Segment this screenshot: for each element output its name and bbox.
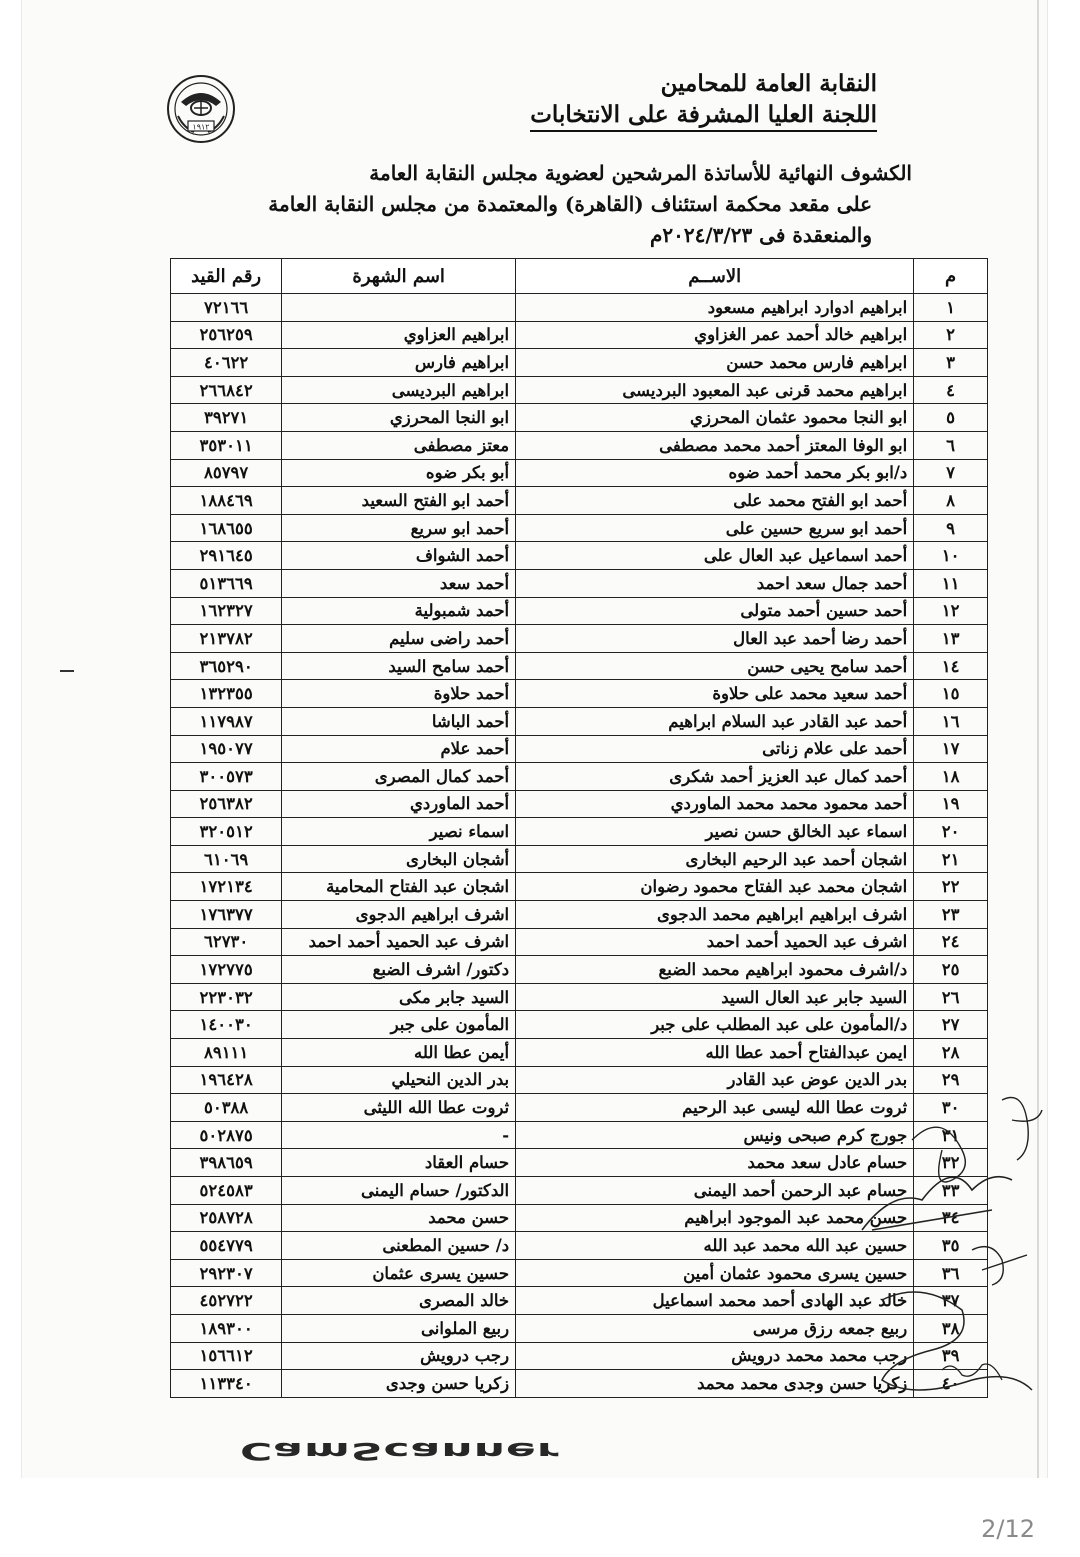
registration-number: ٥٠٣٨٨ [171, 1094, 282, 1122]
registration-number: ٨٥٧٩٧ [171, 459, 282, 487]
letterhead [530, 70, 877, 132]
registration-number: ٢٥٦٢٥٩ [171, 321, 282, 349]
candidate-name: أحمد اسماعيل عبد العال على [516, 542, 914, 570]
candidate-name: أحمد محمود محمد محمد الماوردي [516, 790, 914, 818]
registration-number: ١١٣٣٤٠ [171, 1370, 282, 1398]
row-number: ١٦ [914, 707, 988, 735]
table-row [171, 956, 988, 984]
candidate-name: السيد جابر عبد العال السيد [516, 983, 914, 1011]
registration-number: ٣٩٨٦٥٩ [171, 1149, 282, 1177]
candidate-nickname: اشرف ابراهيم الدجوى [282, 901, 516, 929]
candidate-name: ابراهيم محمد قرنى عبد المعبود البرديسى [516, 376, 914, 404]
table-row [171, 928, 988, 956]
candidate-nickname: بدر الدين النحيلي [282, 1066, 516, 1094]
candidate-nickname: ابراهيم فارس [282, 349, 516, 377]
registration-number: ١٣٢٣٥٥ [171, 680, 282, 708]
registration-number: ١٧٢٧٧٥ [171, 956, 282, 984]
candidate-name: أحمد عبد القادر عبد السلام ابراهيم [516, 707, 914, 735]
candidate-nickname: أحمد الباشا [282, 707, 516, 735]
row-number: ٢١ [914, 845, 988, 873]
row-number: ٢٠ [914, 818, 988, 846]
candidate-nickname: اشرف عبد الحميد أحمد احمد [282, 928, 516, 956]
table-row [171, 818, 988, 846]
registration-number: ١٤٠٠٣٠ [171, 1011, 282, 1039]
row-number: ٢٢ [914, 873, 988, 901]
table-row [171, 735, 988, 763]
row-number: ٧ [914, 459, 988, 487]
row-number: ٣٣ [914, 1177, 988, 1205]
title-line-1: الكشوف النهائية للأساتذة المرشحين لعضوية مجلس النقابة العامة [369, 161, 912, 185]
table-header-row [171, 259, 988, 294]
candidate-name: اسماء عبد الخالق حسن نصير [516, 818, 914, 846]
candidate-name: حسن محمد عبد الموجود ابراهيم [516, 1204, 914, 1232]
table-row [171, 431, 988, 459]
candidate-nickname: حسام العقاد [282, 1149, 516, 1177]
col-nickname-header: اسم الشهرة [282, 259, 516, 294]
registration-number: ٨٩١١١ [171, 1039, 282, 1067]
registration-number: ١٦٢٣٢٧ [171, 597, 282, 625]
col-number-header: م [914, 259, 988, 294]
registration-number: ١٧٢١٣٤ [171, 873, 282, 901]
scanned-page [22, 0, 1047, 1478]
candidate-name: د/ابو بكر محمد أحمد ضوه [516, 459, 914, 487]
registration-number: ٤٠٦٢٢ [171, 349, 282, 377]
table-row [171, 459, 988, 487]
margin-mark [60, 670, 74, 672]
table-row [171, 514, 988, 542]
registration-number: ٢٥٨٧٢٨ [171, 1204, 282, 1232]
registration-number: ١٩٥٠٧٧ [171, 735, 282, 763]
table-row [171, 487, 988, 515]
row-number: ٥ [914, 404, 988, 432]
scanner-watermark-text: CamScanner [240, 1436, 560, 1465]
candidate-name: حسام عبد الرحمن أحمد اليمنى [516, 1177, 914, 1205]
candidate-nickname: أحمد الشواف [282, 542, 516, 570]
table-row [171, 349, 988, 377]
row-number: ٢٤ [914, 928, 988, 956]
candidate-name: أحمد كمال عبد العزيز أحمد شكرى [516, 763, 914, 791]
table-row [171, 790, 988, 818]
registration-number: ٣٥٣٠١١ [171, 431, 282, 459]
table-row [171, 376, 988, 404]
table-row [171, 707, 988, 735]
registration-number: ٦١٠٦٩ [171, 845, 282, 873]
organization-name: النقابة العامة للمحامين [660, 70, 877, 97]
title-line-2: على مقعد محكمة استئناف (القاهرة) والمعتمدة من مجلس النقابة العامة [268, 192, 872, 216]
candidate-nickname: زكريا حسن وجدى [282, 1370, 516, 1398]
candidate-nickname: خالد المصرى [282, 1287, 516, 1315]
row-number: ١ [914, 294, 988, 322]
candidate-nickname: معتز مصطفى [282, 431, 516, 459]
candidate-name: جورج كرم صبحى ونيس [516, 1121, 914, 1149]
candidate-name: رجب محمد محمد درويش [516, 1342, 914, 1370]
row-number: ١٧ [914, 735, 988, 763]
candidate-nickname: أحمد ابو سريع [282, 514, 516, 542]
table-row [171, 983, 988, 1011]
table-row [171, 321, 988, 349]
table-row [171, 845, 988, 873]
candidate-nickname: ابراهيم البرديسى [282, 376, 516, 404]
candidate-nickname: أحمد علام [282, 735, 516, 763]
candidate-nickname: أحمد كمال المصرى [282, 763, 516, 791]
candidate-name: ايمن عبدالفتاح أحمد عطا الله [516, 1039, 914, 1067]
table-row [171, 901, 988, 929]
candidate-nickname: دكتور/ اشرف الضبع [282, 956, 516, 984]
table-row [171, 1011, 988, 1039]
syndicate-seal-logo [164, 72, 238, 146]
candidate-nickname: أحمد سعد [282, 569, 516, 597]
row-number: ٣٦ [914, 1259, 988, 1287]
candidate-name: خالد عبد الهادى أحمد محمد اسماعيل [516, 1287, 914, 1315]
candidate-nickname: الدكتور/ حسام اليمنى [282, 1177, 516, 1205]
candidate-nickname: أحمد حلاوة [282, 680, 516, 708]
candidate-nickname: ثروت عطا الله الليثى [282, 1094, 516, 1122]
table-row [171, 1039, 988, 1067]
row-number: ١٠ [914, 542, 988, 570]
registration-number: ٤٥٢٧٢٢ [171, 1287, 282, 1315]
registration-number: ٢٩٢٣٠٧ [171, 1259, 282, 1287]
candidate-nickname: أحمد الماوردي [282, 790, 516, 818]
candidate-name: زكريا حسن وجدى محمد محمد [516, 1370, 914, 1398]
row-number: ٢٦ [914, 983, 988, 1011]
table-row [171, 294, 988, 322]
table-row [171, 680, 988, 708]
table-row [171, 569, 988, 597]
row-number: ٨ [914, 487, 988, 515]
registration-number: ١٨٨٤٦٩ [171, 487, 282, 515]
registration-number: ٢٩١٦٤٥ [171, 542, 282, 570]
registration-number: ١١٧٩٨٧ [171, 707, 282, 735]
candidate-nickname: حسين يسرى عثمان [282, 1259, 516, 1287]
candidate-nickname: د/ حسين المطعنى [282, 1232, 516, 1260]
candidate-name: ابراهيم فارس محمد حسن [516, 349, 914, 377]
page-indicator: 2/12 [981, 1515, 1035, 1543]
registration-number: ٥١٣٦٦٩ [171, 569, 282, 597]
candidate-name: حسين يسرى محمود عثمان أمين [516, 1259, 914, 1287]
candidate-name: ثروت عطا الله ليسى عبد الرحيم [516, 1094, 914, 1122]
registration-number: ٣٩٢٧١ [171, 404, 282, 432]
candidate-name: ابو النجا محمود عثمان المحرزي [516, 404, 914, 432]
registration-number: ٣٠٠٥٧٣ [171, 763, 282, 791]
candidate-nickname: ربيع الملوانى [282, 1314, 516, 1342]
candidate-name: أحمد سعيد محمد على حلاوة [516, 680, 914, 708]
candidate-name: ابراهيم خالد أحمد عمر الغزاوي [516, 321, 914, 349]
candidate-nickname: أحمد راضى سليم [282, 625, 516, 653]
registration-number: ٥٠٢٨٧٥ [171, 1121, 282, 1149]
table-row [171, 597, 988, 625]
registration-number: ٣٦٥٢٩٠ [171, 652, 282, 680]
table-row [171, 625, 988, 653]
candidate-nickname: اشجان عبد الفتاح المحامية [282, 873, 516, 901]
registration-number: ٦٢٧٣٠ [171, 928, 282, 956]
registration-number: ١٧٦٣٧٧ [171, 901, 282, 929]
candidate-nickname: السيد جابر مكى [282, 983, 516, 1011]
row-number: ١٢ [914, 597, 988, 625]
registration-number: ٢١٣٧٨٢ [171, 625, 282, 653]
row-number: ٣٨ [914, 1314, 988, 1342]
row-number: ٦ [914, 431, 988, 459]
registration-number: ٢٥٦٣٨٢ [171, 790, 282, 818]
handwritten-signatures [852, 1080, 1047, 1440]
candidate-nickname: حسن محمد [282, 1204, 516, 1232]
candidate-nickname: أشجان البخارى [282, 845, 516, 873]
candidate-name: أحمد على علام زناتى [516, 735, 914, 763]
registration-number: ١٦٨٦٥٥ [171, 514, 282, 542]
candidate-name: ابراهيم ادوارد ابراهيم مسعود [516, 294, 914, 322]
row-number: ١١ [914, 569, 988, 597]
candidate-nickname: أيمن عطا الله [282, 1039, 516, 1067]
table-row [171, 763, 988, 791]
row-number: ٤ [914, 376, 988, 404]
row-number: ٢٥ [914, 956, 988, 984]
table-row [171, 873, 988, 901]
candidate-nickname: رجب درويش [282, 1342, 516, 1370]
row-number: ٣٥ [914, 1232, 988, 1260]
candidate-name: د/اشرف محمود ابراهيم محمد الضبع [516, 956, 914, 984]
candidate-nickname: أبو بكر ضوه [282, 459, 516, 487]
row-number: ٣٢ [914, 1149, 988, 1177]
registration-number: ٥٢٤٥٨٣ [171, 1177, 282, 1205]
candidate-name: د/المأمون على عبد المطلب على جبر [516, 1011, 914, 1039]
row-number: ٣١ [914, 1121, 988, 1149]
title-line-3: والمنعقدة فى ٢٠٢٤/٣/٢٣م [649, 223, 872, 247]
row-number: ٢٨ [914, 1039, 988, 1067]
row-number: ٣٧ [914, 1287, 988, 1315]
candidate-nickname: أحمد سامح السيد [282, 652, 516, 680]
registration-number: ٧٢١٦٦ [171, 294, 282, 322]
registration-number: ٣٢٠٥١٢ [171, 818, 282, 846]
candidate-nickname: المأمون على جبر [282, 1011, 516, 1039]
row-number: ١٥ [914, 680, 988, 708]
table-row [171, 652, 988, 680]
logo-year: ١٩١٢ [192, 122, 210, 132]
row-number: ٣٠ [914, 1094, 988, 1122]
candidate-name: أحمد رضا أحمد عبد العال [516, 625, 914, 653]
document-title [172, 158, 912, 251]
registration-number: ٥٥٤٧٧٩ [171, 1232, 282, 1260]
registration-number: ٢٢٣٠٣٢ [171, 983, 282, 1011]
registration-number: ٢٦٦٨٤٢ [171, 376, 282, 404]
candidate-name: اشجان أحمد عبد الرحيم البخارى [516, 845, 914, 873]
committee-name: اللجنة العليا المشرفة على الانتخابات [530, 101, 877, 132]
candidate-name: أحمد ابو سريع حسين على [516, 514, 914, 542]
row-number: ٢٣ [914, 901, 988, 929]
row-number: ١٨ [914, 763, 988, 791]
candidate-name: ربيع جمعه رزق مرسى [516, 1314, 914, 1342]
row-number: ١٩ [914, 790, 988, 818]
candidate-name: اشرف عبد الحميد أحمد احمد [516, 928, 914, 956]
candidate-nickname: ابو النجا المحرزي [282, 404, 516, 432]
row-number: ٤٠ [914, 1370, 988, 1398]
candidate-name: أحمد جمال سعد احمد [516, 569, 914, 597]
row-number: ٣٤ [914, 1204, 988, 1232]
candidate-name: اشجان محمد عبد الفتاح محمود رضوان [516, 873, 914, 901]
table-row [171, 404, 988, 432]
row-number: ١٣ [914, 625, 988, 653]
candidate-name: ابو الوفا المعتز أحمد محمد مصطفى [516, 431, 914, 459]
row-number: ٢ [914, 321, 988, 349]
candidate-name: بدر الدين عوض عبد القادر [516, 1066, 914, 1094]
row-number: ٢٧ [914, 1011, 988, 1039]
row-number: ٩ [914, 514, 988, 542]
col-registration-header: رقم القيد [171, 259, 282, 294]
registration-number: ١٥٦٦١٢ [171, 1342, 282, 1370]
table-row [171, 542, 988, 570]
row-number: ٢٩ [914, 1066, 988, 1094]
registration-number: ١٩٦٤٢٨ [171, 1066, 282, 1094]
candidate-nickname: أحمد ابو الفتح السعيد [282, 487, 516, 515]
candidate-nickname: اسماء نصير [282, 818, 516, 846]
candidate-nickname: أحمد شمبولية [282, 597, 516, 625]
candidate-name: أحمد سامح يحيى حسن [516, 652, 914, 680]
candidate-name: أحمد حسين أحمد متولى [516, 597, 914, 625]
candidate-name: حسام عادل سعد محمد [516, 1149, 914, 1177]
candidate-nickname: - [282, 1121, 516, 1149]
row-number: ١٤ [914, 652, 988, 680]
candidate-nickname: ابراهيم العزاوي [282, 321, 516, 349]
row-number: ٣٩ [914, 1342, 988, 1370]
candidate-name: اشرف ابراهيم ابراهيم محمد الدجوى [516, 901, 914, 929]
candidate-nickname [282, 294, 516, 322]
candidate-name: حسين عبد الله محمد عبد الله [516, 1232, 914, 1260]
viewer-bottom-bar [0, 1478, 1080, 1557]
registration-number: ١٨٩٣٠٠ [171, 1314, 282, 1342]
candidate-name: أحمد ابو الفتح محمد على [516, 487, 914, 515]
row-number: ٣ [914, 349, 988, 377]
col-name-header: الاســم [516, 259, 914, 294]
